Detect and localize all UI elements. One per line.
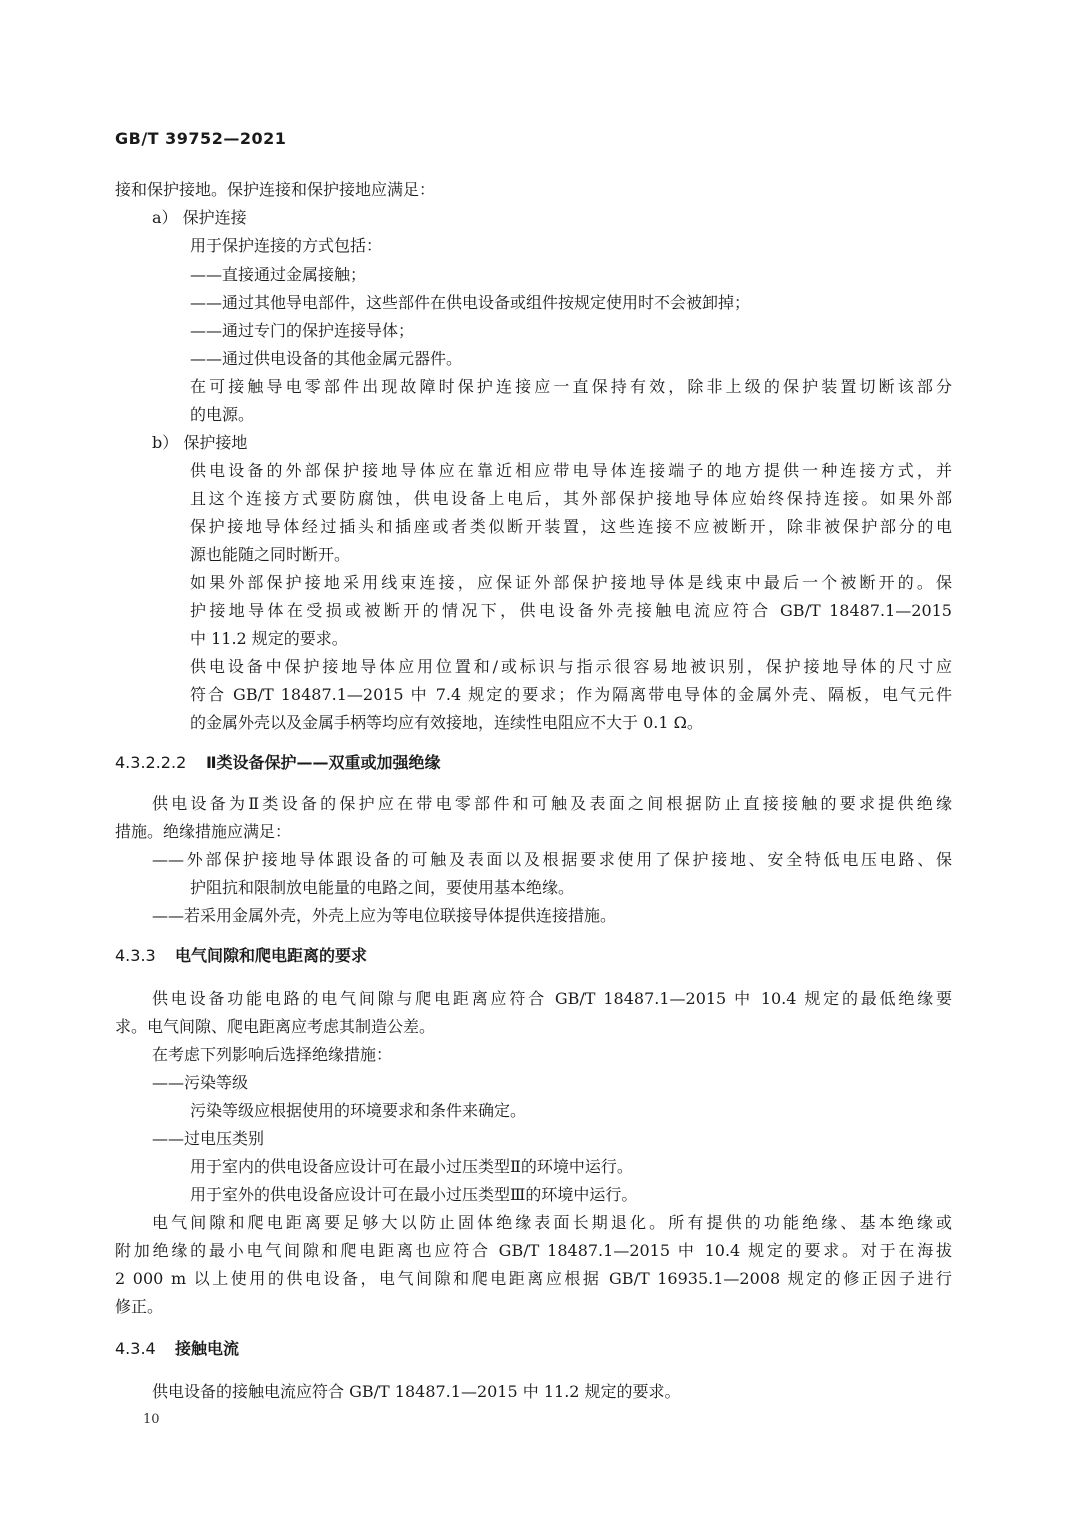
body-line: 用于保护连接的方式包括： bbox=[190, 236, 383, 255]
body-line: 在可接触导电零部件出现故障时保护连接应一直保持有效，除非上级的保护装置切断该部分 bbox=[190, 377, 952, 396]
section-title: 电气间隙和爬电距离的要求 bbox=[175, 946, 368, 965]
body-line: 护接地导体在受损或被断开的情况下，供电设备外壳接触电流应符合 GB/T 18487.1—2015 bbox=[190, 601, 952, 620]
dash-item: ——污染等级 bbox=[152, 1073, 249, 1092]
body-line: 用于室内的供电设备应设计可在最小过压类型Ⅱ的环境中运行。 bbox=[190, 1157, 633, 1176]
section-number: 4.3.3 bbox=[115, 946, 156, 965]
body-line: 电气间隙和爬电距离要足够大以防止固体绝缘表面长期退化。所有提供的功能绝缘、基本绝缘或 bbox=[152, 1213, 952, 1232]
dash-item: ——通过供电设备的其他金属元器件。 bbox=[190, 349, 463, 368]
list-item-b-label: b） 保护接地 bbox=[152, 433, 248, 452]
body-line: 附加绝缘的最小电气间隙和爬电距离也应符合 GB/T 18487.1—2015 中 10.4 规定的要求。对于在海拔 bbox=[115, 1241, 952, 1260]
body-line: 污染等级应根据使用的环境要求和条件来确定。 bbox=[190, 1101, 527, 1120]
dash-item: ——通过专门的保护连接导体； bbox=[190, 321, 415, 340]
body-line: 供电设备功能电路的电气间隙与爬电距离应符合 GB/T 18487.1—2015 中 10.4 规定的最低绝缘要 bbox=[152, 989, 952, 1008]
section-heading-4-3-4 bbox=[115, 1338, 239, 1360]
page-number: 10 bbox=[143, 1412, 160, 1427]
section-title: 接触电流 bbox=[175, 1339, 240, 1358]
body-line: 接和保护接地。保护连接和保护接地应满足： bbox=[115, 180, 436, 199]
body-line: 在考虑下列影响后选择绝缘措施： bbox=[152, 1045, 393, 1064]
section-heading-4-3-2-2-2 bbox=[115, 752, 441, 774]
standard-code: GB/T 39752—2021 bbox=[115, 129, 287, 148]
dash-item: ——通过其他导电部件，这些部件在供电设备或组件按规定使用时不会被卸掉； bbox=[190, 293, 751, 312]
body-line: 供电设备为Ⅱ类设备的保护应在带电零部件和可触及表面之间根据防止直接接触的要求提供绝缘 bbox=[152, 794, 952, 813]
body-line: 护阻抗和限制放电能量的电路之间，要使用基本绝缘。 bbox=[190, 878, 575, 897]
body-line: 求。电气间隙、爬电距离应考虑其制造公差。 bbox=[115, 1017, 436, 1036]
body-line: 的金属外壳以及金属手柄等均应有效接地，连续性电阻应不大于 0.1 Ω。 bbox=[190, 713, 703, 732]
body-line: 用于室外的供电设备应设计可在最小过压类型Ⅲ的环境中运行。 bbox=[190, 1185, 638, 1204]
body-line: 供电设备的接触电流应符合 GB/T 18487.1—2015 中 11.2 规定的要求。 bbox=[152, 1382, 681, 1401]
body-line: 2 000 m 以上使用的供电设备，电气间隙和爬电距离应根据 GB/T 16935.1—2008 规定的修正因子进行 bbox=[115, 1269, 952, 1288]
section-heading-4-3-3 bbox=[115, 945, 367, 967]
section-title: Ⅱ类设备保护——双重或加强绝缘 bbox=[206, 753, 441, 772]
dash-item: ——直接通过金属接触； bbox=[190, 265, 367, 284]
dash-item: ——外部保护接地导体跟设备的可触及表面以及根据要求使用了保护接地、安全特低电压电路、保 bbox=[152, 850, 952, 869]
dash-item: ——若采用金属外壳，外壳上应为等电位联接导体提供连接措施。 bbox=[152, 906, 617, 925]
dash-item: ——过电压类别 bbox=[152, 1129, 265, 1148]
section-number: 4.3.2.2.2 bbox=[115, 753, 187, 772]
body-line: 且这个连接方式要防腐蚀，供电设备上电后，其外部保护接地导体应始终保持连接。如果外部 bbox=[190, 489, 952, 508]
body-line: 修正。 bbox=[115, 1297, 164, 1316]
body-line: 的电源。 bbox=[190, 405, 255, 424]
body-line: 保护接地导体经过插头和插座或者类似断开装置，这些连接不应被断开，除非被保护部分的电 bbox=[190, 517, 952, 536]
body-line: 供电设备中保护接地导体应用位置和/或标识与指示很容易地被识别，保护接地导体的尺寸应 bbox=[190, 657, 952, 676]
body-line: 中 11.2 规定的要求。 bbox=[190, 629, 348, 648]
body-line: 措施。绝缘措施应满足： bbox=[115, 822, 292, 841]
body-line: 源也能随之同时断开。 bbox=[190, 545, 351, 564]
body-line: 供电设备的外部保护接地导体应在靠近相应带电导体连接端子的地方提供一种连接方式，并 bbox=[190, 461, 952, 480]
body-line: 符合 GB/T 18487.1—2015 中 7.4 规定的要求；作为隔离带电导体的金属外壳、隔板，电气元件 bbox=[190, 685, 952, 704]
section-number: 4.3.4 bbox=[115, 1339, 156, 1358]
list-item-a-label: a） 保护连接 bbox=[152, 208, 247, 227]
body-line: 如果外部保护接地采用线束连接，应保证外部保护接地导体是线束中最后一个被断开的。保 bbox=[190, 573, 952, 592]
